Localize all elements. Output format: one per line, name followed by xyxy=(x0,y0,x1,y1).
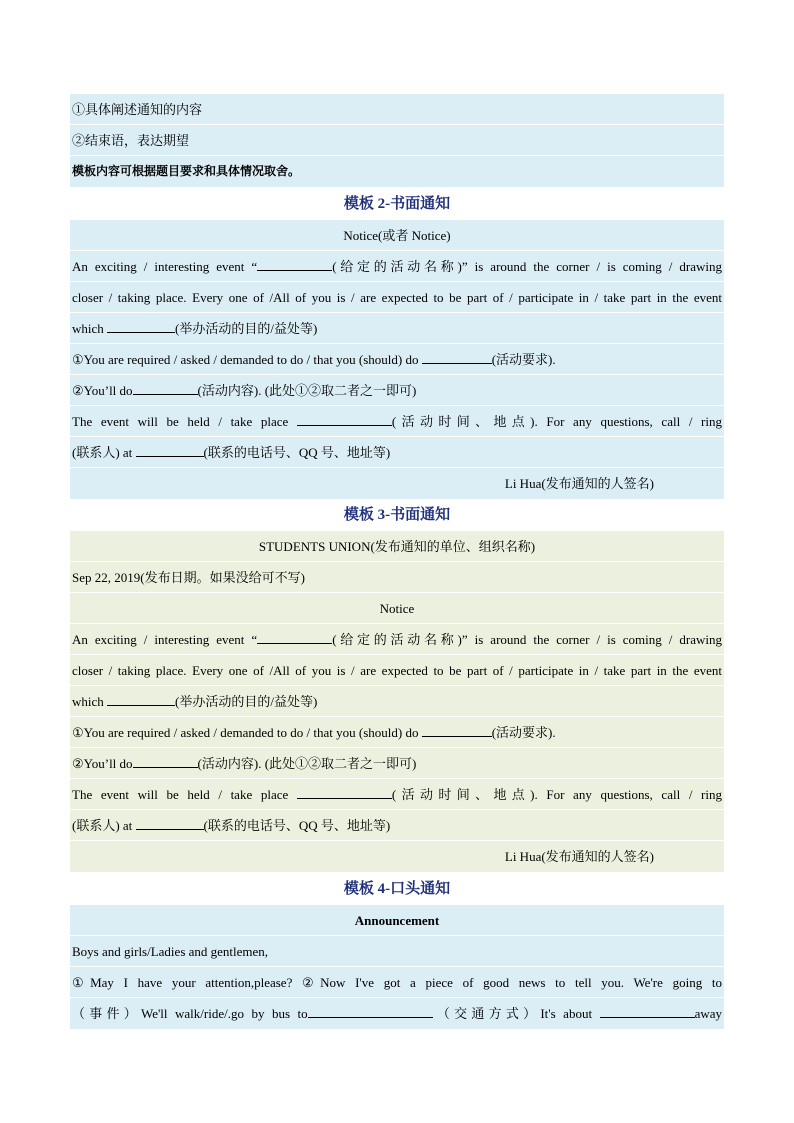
template-3-block xyxy=(70,531,724,872)
blank-line xyxy=(297,413,392,426)
text: ②You’ll do xyxy=(72,756,133,771)
text: (给定的活动名称)” is around the corner / is coming / drawing xyxy=(332,632,722,647)
template-3-title: Notice xyxy=(70,593,724,624)
template-2-heading: 模板 2-书面通知 xyxy=(343,196,451,212)
text: (给定的活动名称)” is around the corner / is coming / drawing xyxy=(332,259,722,274)
text: The event will be held / take place xyxy=(72,787,297,802)
template-2-requirement-1 xyxy=(70,344,724,375)
template-4-line-2 xyxy=(70,998,724,1029)
template-2-para-line-1 xyxy=(70,251,724,282)
text: ①You are required / asked / demanded to do / that you (should) do xyxy=(72,352,422,367)
intro-block xyxy=(70,94,724,187)
intro-note: 模板内容可根据题目要求和具体情况取舍。 xyxy=(72,164,301,178)
template-2-requirement-2 xyxy=(70,375,724,406)
text: which xyxy=(72,694,108,709)
intro-line-2: ②结束语，表达期望 xyxy=(70,125,724,156)
text: (活动内容). (此处①②取二者之一即可) xyxy=(197,756,417,771)
template-4-heading: 模板 4-口头通知 xyxy=(343,881,451,897)
template-3-para-line-1 xyxy=(70,624,724,655)
template-2-time-line xyxy=(70,406,724,437)
intro-line-1: ①具体阐述通知的内容 xyxy=(70,94,724,125)
text: away xyxy=(694,1006,722,1021)
text: An exciting / interesting event “ xyxy=(72,632,258,647)
template-3-signature: Li Hua(发布通知的人签名) xyxy=(504,849,654,864)
template-2-contact-line xyxy=(70,437,724,468)
blank-line xyxy=(308,1005,433,1018)
text: An exciting / interesting event “ xyxy=(72,259,258,274)
text: (活动时间、地点). For any questions, call / ring xyxy=(391,787,722,802)
template-3-contact-line xyxy=(70,810,724,841)
blank-line xyxy=(107,320,175,333)
text: （交通方式）It's about xyxy=(432,1006,600,1021)
text: (活动内容). (此处①②取二者之一即可) xyxy=(197,383,417,398)
text: (举办活动的目的/益处等) xyxy=(175,321,318,336)
template-4-block xyxy=(70,905,724,1029)
text: which xyxy=(72,321,108,336)
text: (活动要求). xyxy=(491,725,556,740)
template-3-heading: 模板 3-书面通知 xyxy=(343,507,451,523)
template-3-para-line-3 xyxy=(70,686,724,717)
blank-line xyxy=(297,786,392,799)
text: (活动要求). xyxy=(491,352,556,367)
blank-line xyxy=(107,693,175,706)
text: The event will be held / take place xyxy=(72,414,297,429)
template-2-para-line-3 xyxy=(70,313,724,344)
template-3-time-line xyxy=(70,779,724,810)
blank-line xyxy=(136,444,204,457)
blank-line xyxy=(422,351,492,364)
template-2-signature: Li Hua(发布通知的人签名) xyxy=(504,476,654,491)
text: （事件）We'll walk/ride/.go by bus to xyxy=(72,1006,308,1021)
template-4-title: Announcement xyxy=(70,905,724,936)
template-4-greeting: Boys and girls/Ladies and gentlemen, xyxy=(70,936,724,967)
blank-line xyxy=(600,1005,695,1018)
template-2-block xyxy=(70,220,724,499)
text: (活动时间、地点). For any questions, call / ring xyxy=(391,414,722,429)
blank-line xyxy=(257,258,332,271)
blank-line xyxy=(133,755,198,768)
template-3-para-line-2: closer / taking place. Every one of /All of you is / are expected to be part of / participate in / take part in the event xyxy=(70,655,724,686)
template-2-title: Notice(或者 Notice) xyxy=(70,220,724,251)
text: ②You’ll do xyxy=(72,383,133,398)
text: ①You are required / asked / demanded to do / that you (should) do xyxy=(72,725,422,740)
blank-line xyxy=(257,631,332,644)
template-4-line-1: ①May I have your attention,please? ②Now I've got a piece of good news to tell you. We're going to xyxy=(70,967,724,998)
template-3-requirement-2 xyxy=(70,748,724,779)
template-3-org: STUDENTS UNION(发布通知的单位、组织名称) xyxy=(70,531,724,562)
template-3-requirement-1 xyxy=(70,717,724,748)
template-2-para-line-2: closer / taking place. Every one of /All of you is / are expected to be part of / participate in / take part in the event xyxy=(70,282,724,313)
template-3-date: Sep 22, 2019(发布日期。如果没给可不写) xyxy=(70,562,724,593)
blank-line xyxy=(136,817,204,830)
text: (联系人) at xyxy=(72,445,136,460)
text: (联系人) at xyxy=(72,818,136,833)
blank-line xyxy=(422,724,492,737)
text: (举办活动的目的/益处等) xyxy=(175,694,318,709)
text: (联系的电话号、QQ 号、地址等) xyxy=(203,818,391,833)
text: (联系的电话号、QQ 号、地址等) xyxy=(203,445,391,460)
blank-line xyxy=(133,382,198,395)
